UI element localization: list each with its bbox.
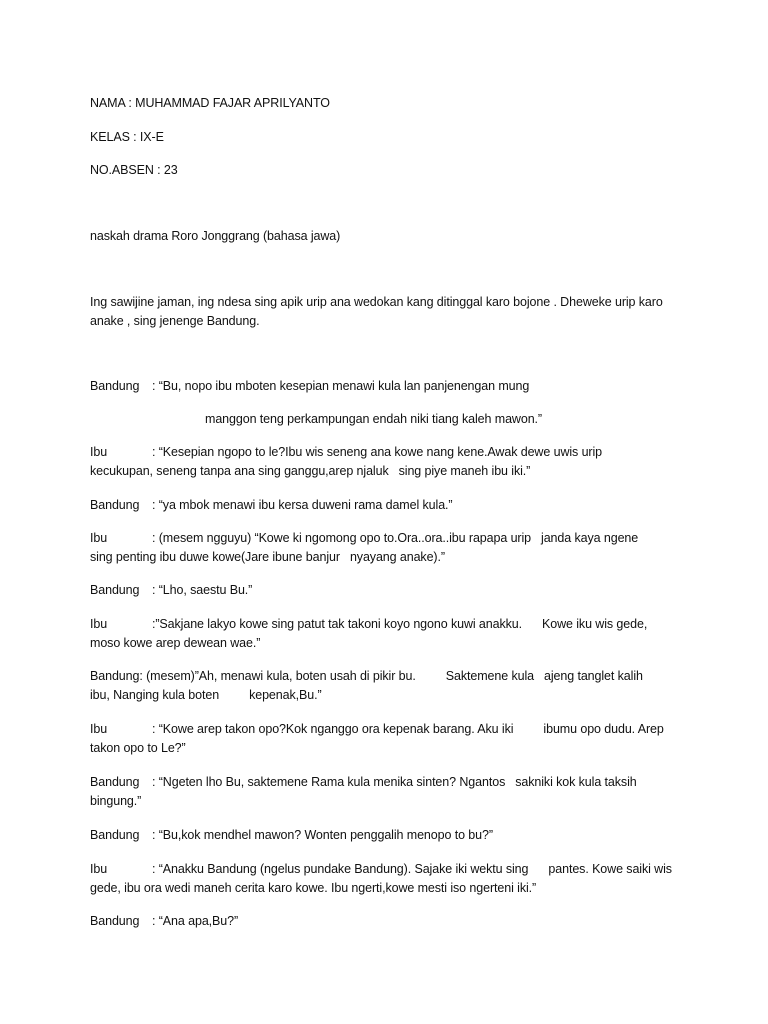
dialogue-line bbox=[90, 444, 602, 460]
dialogue-text: Kowe iku wis gede, bbox=[542, 617, 648, 631]
dialogue-text: kecukupan, seneng tanpa ana sing ganggu,arep njaluk bbox=[90, 464, 389, 478]
dialogue-text: sing penting ibu duwe kowe(Jare ibune banjur bbox=[90, 550, 340, 564]
dialogue-line: moso kowe arep dewean wae.” bbox=[90, 636, 261, 650]
document-title: naskah drama Roro Jonggrang (bahasa jawa) bbox=[90, 229, 341, 243]
dialogue-line bbox=[90, 827, 493, 843]
speaker-name: Ibu bbox=[90, 862, 108, 876]
dialogue-text: : “Lho, saestu Bu.” bbox=[152, 583, 253, 597]
dialogue-text: sakniki kok kula taksih bbox=[515, 775, 637, 789]
student-class: KELAS : IX-E bbox=[90, 130, 164, 144]
dialogue-text: : “Ana apa,Bu?” bbox=[152, 914, 239, 928]
dialogue-text: ibumu opo dudu. Arep bbox=[543, 722, 664, 736]
speaker-name: Bandung bbox=[90, 914, 140, 928]
dialogue-text: : (mesem ngguyu) “Kowe ki ngomong opo to.Ora..ora..ibu rapapa urip bbox=[152, 531, 532, 545]
speaker-name: Bandung bbox=[90, 498, 140, 512]
student-number: NO.ABSEN : 23 bbox=[90, 163, 178, 177]
speaker-name: Ibu bbox=[90, 722, 108, 736]
dialogue-line bbox=[90, 549, 445, 565]
dialogue-text: pantes. Kowe saiki wis bbox=[548, 862, 672, 876]
dialogue-line: gede, ibu ora wedi maneh cerita karo kowe. Ibu ngerti,kowe mesti iso ngerteni iki.” bbox=[90, 881, 537, 895]
dialogue-line bbox=[90, 616, 647, 632]
dialogue-line bbox=[90, 774, 637, 790]
speaker-name: Bandung bbox=[90, 379, 140, 393]
dialogue-text: : “Kowe arep takon opo?Kok nganggo ora kepenak barang. Aku iki bbox=[152, 722, 514, 736]
dialogue-line: manggon teng perkampungan endah niki tiang kaleh mawon.” bbox=[205, 412, 542, 426]
dialogue-text: : “Anakku Bandung (ngelus pundake Bandung). Sajake iki wektu sing bbox=[152, 862, 529, 876]
dialogue-text: : “Kesepian ngopo to le?Ibu wis seneng ana kowe nang kene.Awak dewe uwis urip bbox=[152, 445, 603, 459]
dialogue-text: kepenak,Bu.” bbox=[249, 688, 322, 702]
dialogue-line: bingung.” bbox=[90, 794, 142, 808]
dialogue-line bbox=[90, 497, 452, 513]
speaker-name: Ibu bbox=[90, 617, 108, 631]
dialogue-text: sing piye maneh ibu iki.” bbox=[398, 464, 531, 478]
dialogue-text: : “Bu,kok mendhel mawon? Wonten penggalih menopo to bu?” bbox=[152, 828, 493, 842]
dialogue-line bbox=[90, 582, 252, 598]
dialogue-line bbox=[90, 861, 672, 877]
intro-line-2: anake , sing jenenge Bandung. bbox=[90, 314, 260, 328]
dialogue-text: janda kaya ngene bbox=[541, 531, 639, 545]
speaker-name: Ibu bbox=[90, 445, 108, 459]
dialogue-text: ibu, Nanging kula boten bbox=[90, 688, 220, 702]
dialogue-text: nyayang anake).” bbox=[349, 550, 445, 564]
dialogue-text: Bandung: (mesem)”Ah, menawi kula, boten usah di pikir bu. bbox=[90, 669, 416, 683]
dialogue-text: : “Ngeten lho Bu, saktemene Rama kula menika sinten? Ngantos bbox=[152, 775, 506, 789]
dialogue-line bbox=[90, 721, 664, 737]
speaker-name: Bandung bbox=[90, 583, 140, 597]
dialogue-line bbox=[90, 530, 638, 546]
dialogue-line bbox=[90, 378, 529, 394]
dialogue-line bbox=[90, 463, 530, 479]
student-name: NAMA : MUHAMMAD FAJAR APRILYANTO bbox=[90, 96, 330, 110]
dialogue-text: Saktemene kula bbox=[445, 669, 534, 683]
dialogue-line bbox=[90, 687, 322, 703]
dialogue-line: takon opo to Le?” bbox=[90, 741, 186, 755]
speaker-name: Ibu bbox=[90, 531, 108, 545]
speaker-name: Bandung bbox=[90, 775, 140, 789]
intro-line-1: Ing sawijine jaman, ing ndesa sing apik urip ana wedokan kang ditinggal karo bojone . Dheweke urip karo bbox=[90, 295, 663, 309]
dialogue-text: :”Sakjane lakyo kowe sing patut tak takoni koyo ngono kuwi anakku. bbox=[152, 617, 523, 631]
dialogue-line bbox=[90, 913, 238, 929]
dialogue-line bbox=[90, 668, 643, 684]
dialogue-text: : “Bu, nopo ibu mboten kesepian menawi kula lan panjenengan mung bbox=[152, 379, 530, 393]
dialogue-text: ajeng tanglet kalih bbox=[543, 669, 643, 683]
dialogue-text: : “ya mbok menawi ibu kersa duweni rama damel kula.” bbox=[152, 498, 453, 512]
speaker-name: Bandung bbox=[90, 828, 140, 842]
